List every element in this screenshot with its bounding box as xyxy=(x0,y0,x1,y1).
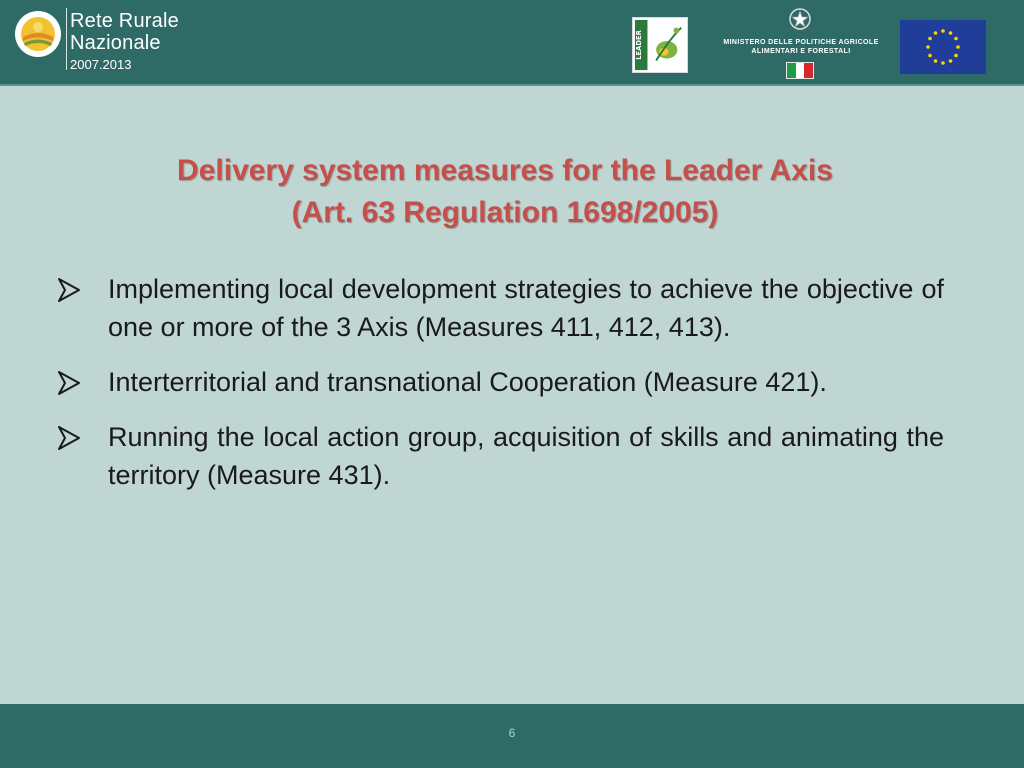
italian-flag-icon xyxy=(786,62,814,79)
rete-rurale-logo-icon xyxy=(14,10,62,58)
bullet-item xyxy=(56,418,944,494)
slide-title-line2: (Art. 63 Regulation 1698/2005) xyxy=(291,196,719,229)
slide-title-line1: Delivery system measures for the Leader Axis xyxy=(177,154,833,187)
leader-logo-text: LEADER xyxy=(635,30,644,60)
page-number: 6 xyxy=(508,726,516,740)
brand-divider xyxy=(66,8,67,70)
leader-logo-icon xyxy=(632,17,688,73)
bullet-text: Interterritorial and transnational Cooperation (Measure 421). xyxy=(108,367,827,397)
bullet-list xyxy=(56,270,944,511)
arrow-bullet-icon xyxy=(56,425,82,451)
footer-bar xyxy=(0,704,1024,768)
brand-years: 2007.2013 xyxy=(70,57,132,72)
slide-title xyxy=(40,150,970,234)
italian-republic-emblem-icon xyxy=(788,6,812,32)
ministry-name xyxy=(708,38,894,56)
ministry-name-line2: ALIMENTARI E FORESTALI xyxy=(751,48,851,55)
bullet-text: Implementing local development strategies to achieve the objective of one or more of the 3 Axis (Measures 411, 412, 413). xyxy=(108,274,944,342)
brand-name-line2: Nazionale xyxy=(70,32,161,54)
ministry-name-line1: MINISTERO DELLE POLITICHE AGRICOLE xyxy=(723,39,879,46)
arrow-bullet-icon xyxy=(56,277,82,303)
brand-name-line1: Rete Rurale xyxy=(70,10,179,32)
eu-flag-icon xyxy=(900,20,986,74)
arrow-bullet-icon xyxy=(56,370,82,396)
ministry-logo xyxy=(708,4,894,82)
brand-text xyxy=(70,10,179,74)
bullet-item xyxy=(56,363,944,401)
bullet-text: Running the local action group, acquisition of skills and animating the territory (Measure 431). xyxy=(108,422,944,490)
bullet-item xyxy=(56,270,944,346)
header-bar xyxy=(0,0,1024,86)
